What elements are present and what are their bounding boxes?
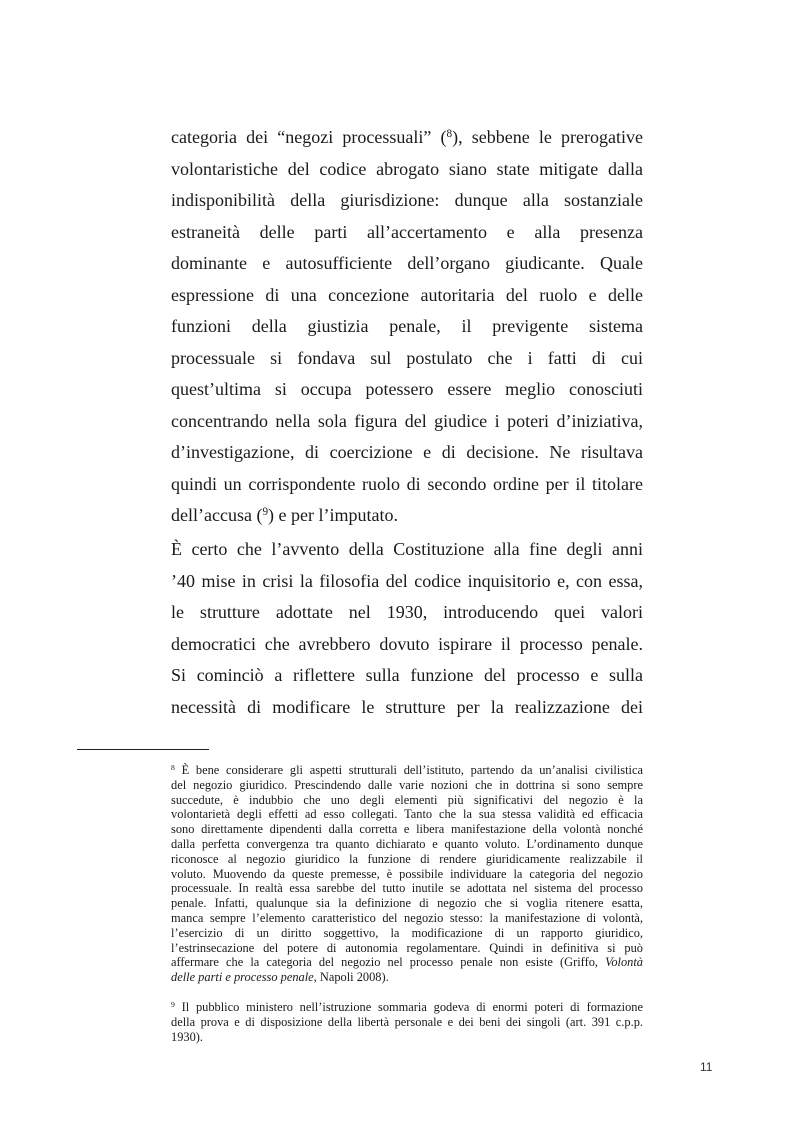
text-line: quest’ultima si occupa potessero essere meglio conosciuti bbox=[171, 379, 643, 399]
text-line: democratici che avrebbero dovuto ispirare il processo penale. bbox=[171, 633, 643, 654]
footnote-line: processuale. In realtà essa sarebbe del tutto inutile se adottata nel sistema del processo bbox=[171, 881, 643, 896]
footnote-mark-9: 9 bbox=[171, 999, 175, 1009]
text-line: quindi un corrispondente ruolo di secondo ordine per il titolare bbox=[171, 473, 643, 494]
text-line: ’40 mise in crisi la filosofia del codice inquisitorio e, con essa, bbox=[171, 570, 643, 591]
text-line: dell’accusa ($^9$) e per l’imputato. bbox=[171, 505, 398, 525]
footnote-line: 1930). bbox=[171, 1029, 204, 1044]
footnote-line: della prova e di disposizione della libertà personale e dei beni dei singoli (art. 391 c.p.p. bbox=[171, 1014, 643, 1029]
footnote-line: volontarietà degli effetti ad esso collegati. Tanto che la sua stessa validità ed efficacia bbox=[171, 807, 643, 822]
footnote-line: affermare che la categoria del negozio nel processo penale non esiste (Griffo, Volontà bbox=[171, 955, 643, 970]
text-line: concentrando nella sola figura del giudice i poteri d’iniziativa, bbox=[171, 410, 643, 431]
text-line: volontaristiche del codice abrogato siano state mitigate dalla bbox=[171, 158, 643, 179]
text-line: d’investigazione, di coercizione e di decisione. Ne risultava bbox=[171, 442, 643, 462]
text-line: estraneità delle parti all’accertamento e alla presenza bbox=[171, 221, 643, 242]
text-line: necessità di modificare le strutture per la realizzazione dei bbox=[171, 696, 643, 717]
main-paragraph-1 bbox=[171, 122, 643, 538]
footnote-line: riconosce al negozio giuridico la funzione di rendere giuridicamente realizzabile il bbox=[171, 851, 643, 866]
text-line: categoria dei “negozi processuali” ($^8$), sebbene le prerogative bbox=[171, 127, 643, 147]
footnote-ref-8[interactable]: 8 bbox=[446, 127, 453, 140]
footnote-ref-9[interactable]: 9 bbox=[262, 505, 269, 518]
footnote-line: voluto. Muovendo da queste premesse, è possibile individuare la categoria del negozio bbox=[171, 866, 643, 881]
footnote-line: del negozio giuridico. Prescindendo dalle varie nozioni che in dottrina si sono sempre bbox=[171, 777, 643, 792]
footnote-mark-8: 8 bbox=[171, 762, 175, 772]
citation-title: Volontà bbox=[605, 955, 643, 970]
footnote-line: penale. Infatti, qualunque sia la definizione di negozio che si voglia ritenere esatta, bbox=[171, 896, 643, 911]
text-line: È certo che l’avvento della Costituzione alla fine degli anni bbox=[171, 539, 643, 559]
text-line: Si cominciò a riflettere sulla funzione del processo e sulla bbox=[171, 665, 643, 685]
footnote-line: delle parti e processo penale, Napoli 2008). bbox=[171, 970, 389, 985]
text-line: funzioni della giustizia penale, il previgente sistema bbox=[171, 316, 643, 336]
footnote-line: l’estrinsecazione del potere di autonomia regolamentare. Quindi in definitiva si può bbox=[171, 940, 643, 955]
footnote-line: dalla perfetta convergenza tra quanto dichiarato e quanto voluto. L’ordinamento dunque bbox=[171, 836, 643, 851]
text-line: processuale si fondava sul postulato che i fatti di cui bbox=[171, 347, 643, 368]
text-line: dominante e autosufficiente dell’organo giudicante. Quale bbox=[171, 253, 643, 273]
footnote-8 bbox=[171, 763, 643, 985]
footnote-9 bbox=[171, 1000, 643, 1044]
footnote-line: manca sempre l’elemento caratteristico del negozio stesso: la manifestazione di volontà, bbox=[171, 910, 643, 925]
text-line: espressione di una concezione autoritaria del ruolo e delle bbox=[171, 284, 643, 305]
text-line: indisponibilità della giurisdizione: dunque alla sostanziale bbox=[171, 190, 643, 210]
footnote-line: sono direttamente dipendenti dalla corretta e libera manifestazione della volontà nonché bbox=[171, 822, 643, 837]
citation-title: delle parti e processo penale, bbox=[171, 970, 317, 985]
text-line: le strutture adottate nel 1930, introducendo quei valori bbox=[171, 602, 643, 622]
footnote-line: succedute, è indubbio che uno degli elementi più significativi del negozio è la bbox=[171, 792, 643, 807]
footnote-line: $^9$ Il pubblico ministero nell’istruzione sommaria godeva di enormi poteri di formazione bbox=[171, 999, 643, 1014]
footnote-line: l’esercizio di un diritto soggettivo, la modificazione di un rapporto giuridico, bbox=[171, 925, 643, 940]
footnote-line: $^8$ È bene considerare gli aspetti strutturali dell’istituto, partendo da un’analisi civilistica bbox=[171, 762, 643, 777]
footnote-separator bbox=[77, 749, 209, 750]
page-number: 11 bbox=[700, 1060, 713, 1074]
main-paragraph-2 bbox=[171, 534, 643, 723]
